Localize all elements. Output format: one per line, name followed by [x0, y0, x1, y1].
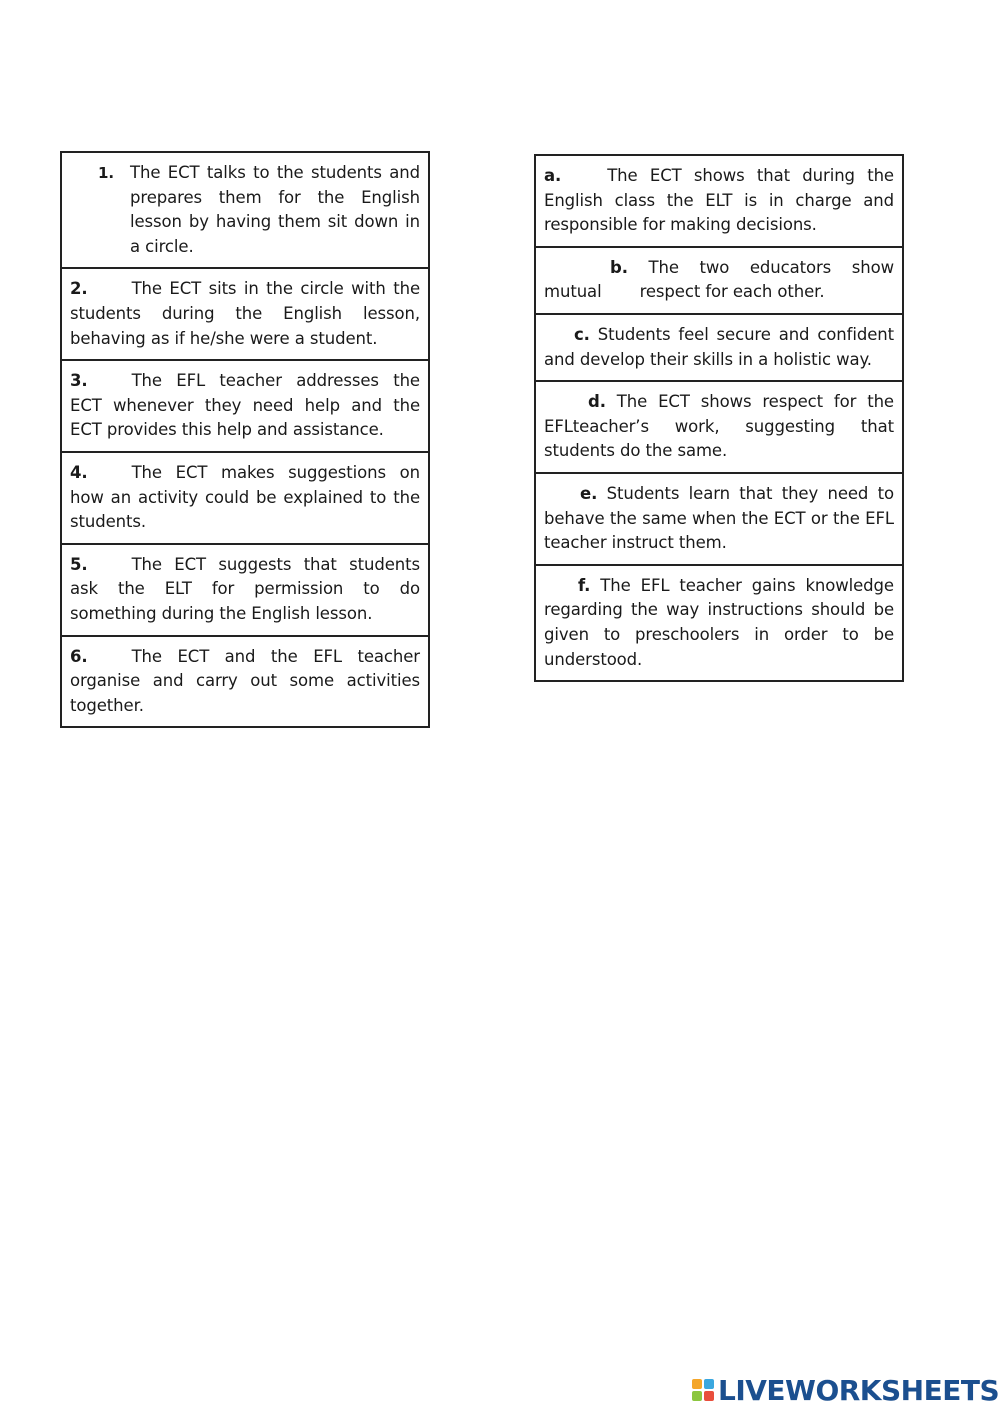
logo-square-3: [692, 1391, 702, 1401]
statement-text: The EFL teacher addresses the ECT whenever they need help and the ECT provides this help and assistance.: [70, 371, 420, 440]
outcome-text: The ECT shows respect for the EFLteacher’s work, suggesting that students do the same.: [544, 392, 894, 461]
outcome-text: Students feel secure and confident and develop their skills in a holistic way.: [544, 324, 894, 369]
outcome-d: [534, 380, 904, 474]
statement-3: [60, 359, 430, 453]
outcome-text: The ECT shows that during the English class the ELT is in charge and responsible for making decisions.: [544, 166, 894, 235]
statement-text: The ECT makes suggestions on how an activity could be explained to the students.: [70, 462, 420, 532]
statements-table: [60, 151, 430, 728]
outcome-letter: a.: [544, 166, 562, 185]
outcome-e: [534, 472, 904, 566]
outcome-b: [534, 246, 904, 315]
outcome-text: The EFL teacher gains knowledge regarding the way instructions should be given to preschoolers in order to be understood.: [544, 575, 894, 669]
statement-5: [60, 543, 430, 637]
statement-number: 3.: [70, 371, 88, 391]
statement-6: [60, 635, 430, 729]
outcome-text-continued: respect for each other.: [639, 282, 825, 302]
outcome-letter: d.: [588, 392, 606, 412]
outcome-letter: f.: [578, 575, 591, 595]
outcome-f: [534, 564, 904, 682]
statement-number: 6.: [70, 646, 88, 666]
logo-square-2: [704, 1379, 714, 1389]
outcome-letter: b.: [610, 257, 628, 277]
logo-square-1: [692, 1379, 702, 1389]
outcome-text: The two educators show mutual: [544, 257, 894, 302]
statement-2: [60, 267, 430, 361]
statement-text: The ECT and the EFL teacher organise and carry out some activities together.: [70, 646, 420, 715]
outcome-letter: c.: [574, 324, 590, 344]
statement-number: 4.: [70, 462, 88, 482]
statement-1: [60, 151, 430, 269]
statement-text: The ECT talks to the students and prepares them for the English lesson by having them sit down in a circle.: [130, 163, 420, 256]
outcome-text: Students learn that they need to behave the same when the ECT or the EFL teacher instruct them.: [544, 483, 894, 553]
statement-number: 2.: [70, 279, 88, 299]
outcome-a: [534, 154, 904, 248]
statement-text: The ECT suggests that students ask the ELT for permission to do something during the English lesson.: [70, 554, 420, 623]
statement-number: 5.: [70, 554, 88, 574]
outcome-c: [534, 313, 904, 382]
statement-text: The ECT sits in the circle with the students during the English lesson, behaving as if he/she were a student.: [70, 279, 420, 348]
statement-number: 1.: [98, 164, 114, 182]
outcomes-table: [534, 154, 904, 682]
logo-square-4: [704, 1391, 714, 1401]
statement-4: [60, 451, 430, 545]
logo-mark-icon: [692, 1379, 714, 1401]
liveworksheets-logo: [692, 1374, 999, 1406]
logo-text: LIVEWORKSHEETS: [718, 1373, 1000, 1407]
outcome-letter: e.: [580, 483, 598, 503]
